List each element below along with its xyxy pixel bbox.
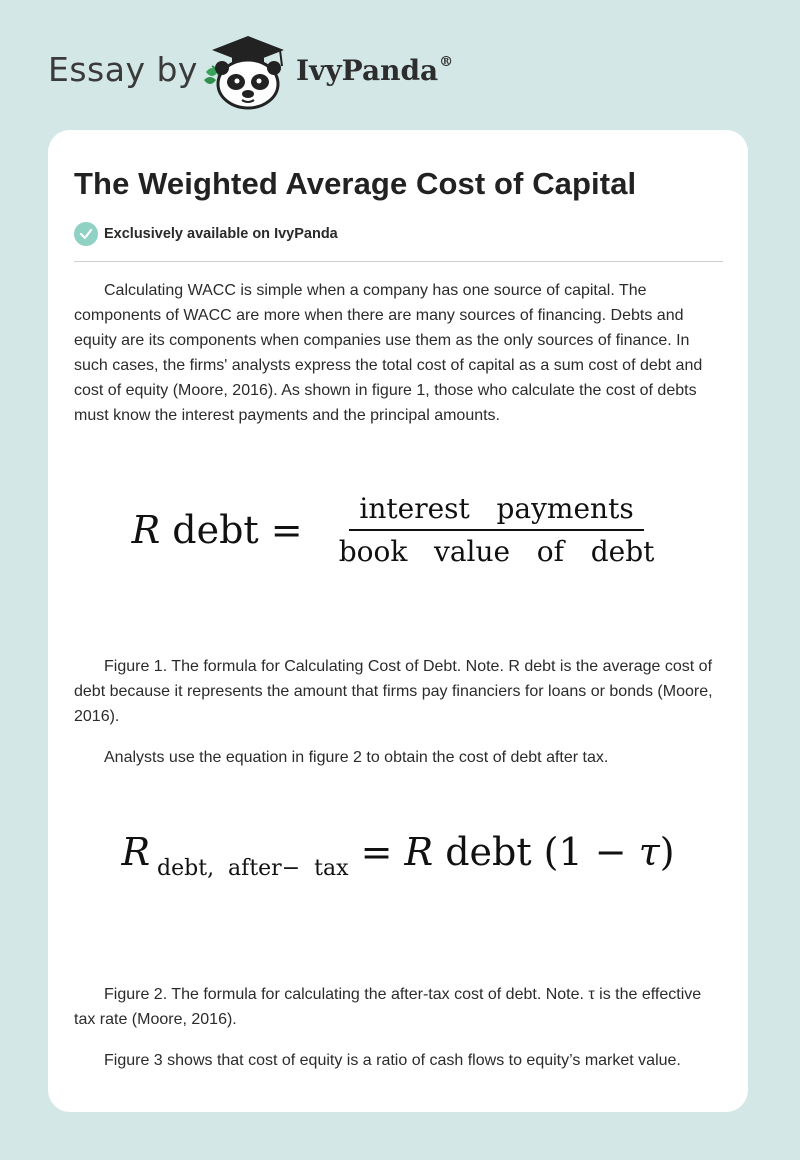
exclusive-badge — [74, 222, 338, 246]
figure-1-caption: Figure 1. The formula for Calculating Cost of Debt. Note. R debt is the average cost of debt because it represents the amount that firms pay financiers for loans or bonds (Moore, 2016). — [74, 658, 713, 725]
formula-cost-of-debt: R debt = $\frac{\text{interest payments}}{\text{book value of debt}}$ — [131, 492, 655, 568]
panda-logo-icon[interactable] — [200, 34, 296, 110]
essay-card — [48, 130, 748, 1112]
brand-name[interactable]: IvyPanda® — [296, 54, 454, 87]
paragraph-intro: Calculating WACC is simple when a company has one source of capital. The components of WACC are more when there are many sources of financing. Debts and equity are its components when companies use them as the only sources of finance. In such cases, the firms' analysts express the total cost of capital as a sum cost of debt and cost of equity (Moore, 2016). As shown in figure 1, those who calculate the cost of debts must know the interest payments and the principal amounts. — [74, 282, 703, 424]
badge-label: Exclusively available on IvyPanda — [104, 226, 338, 242]
paragraph-figure-3: Figure 3 shows that cost of equity is a ratio of cash flows to equity’s market value. — [104, 1052, 681, 1069]
essay-title: The Weighted Average Cost of Capital — [74, 166, 637, 201]
check-icon — [74, 222, 98, 246]
formula-after-tax-cost: R $_{debt, after- tax}$ = R debt (1 − τ) — [121, 830, 675, 881]
essay-by-label: Essay by — [48, 50, 198, 89]
divider — [74, 261, 723, 262]
paragraph-after-tax: Analysts use the equation in figure 2 to obtain the cost of debt after tax. — [104, 749, 609, 766]
site-header — [0, 0, 800, 120]
figure-2-caption: Figure 2. The formula for calculating the after-tax cost of debt. Note. τ is the effective tax rate (Moore, 2016). — [74, 986, 702, 1028]
